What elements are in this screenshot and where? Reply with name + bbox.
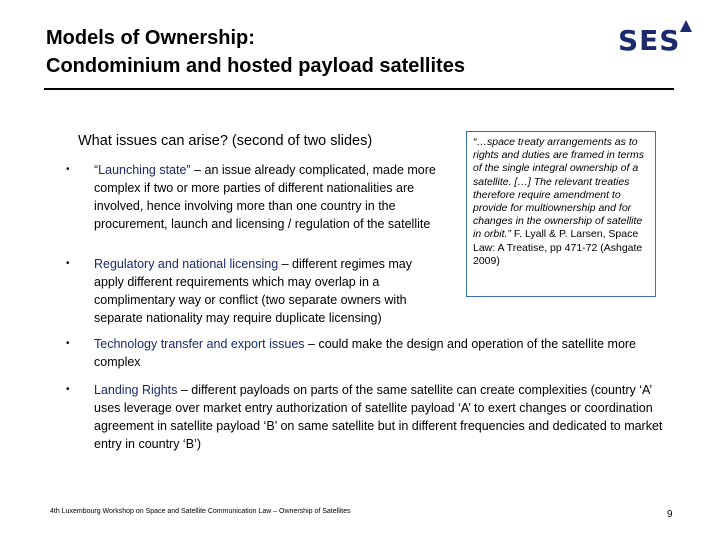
bullet-text: [94, 255, 439, 327]
slide-footer: 4th Luxembourg Workshop on Space and Satellite Communication Law – Ownership of Satellites: [50, 508, 351, 515]
bullet-body: – could make the design and operation of the satellite more complex: [94, 337, 637, 369]
bullet-body: – different payloads on parts of the same satellite can create complexities (country ‘A’ uses leverage over market entry authorization of satellite payload ‘A’ to exert changes or coordination agreement in satellite payload ‘B’ on same satellite but in different frequencies and dedicated to market entry in country ‘B’): [94, 383, 663, 451]
slide-title: [46, 24, 465, 80]
bullet-body: – different regimes may apply different requirements which may overlap in a complimentary way or conflict (two separate owners with separate nationality may require duplicate licensing): [94, 257, 413, 325]
bullet-dot: •: [66, 384, 70, 395]
bullet-highlight: Landing Rights: [94, 383, 178, 397]
bullet-dot: •: [66, 338, 70, 349]
bullet-dot: •: [66, 258, 70, 269]
bullet-dot: •: [66, 164, 70, 175]
bullet-highlight: Regulatory and national licensing: [94, 257, 279, 271]
title-line-1: Models of Ownership:: [46, 27, 255, 49]
bullet-text: [94, 335, 674, 371]
quote-box: [466, 131, 656, 297]
page-number: 9: [667, 509, 673, 520]
bullet-highlight: “Launching state”: [94, 163, 191, 177]
main-question-text: What issues can arise? (second of two slides): [78, 133, 373, 149]
bullet-text: [94, 381, 674, 453]
ses-logo: [618, 20, 694, 60]
title-line-2: Condominium and hosted payload satellites: [46, 55, 465, 77]
main-question: [52, 133, 372, 149]
bullet-body: – an issue already complicated, made more complex if two or more parties of different nationalities are involved, hence involving more than one country in the procurement, launch and licensing / regulation of the satellite: [94, 163, 436, 231]
title-divider: [44, 88, 674, 90]
logo-text: SES: [618, 24, 681, 57]
triangle-icon: [680, 20, 692, 32]
quote-text: “…space treaty arrangements as to rights and duties are framed in terms of the single integral ownership of a satellite. […] The relevant treaties therefore require amendment to provide for multiownership and for changes in the ownership of satellite in orbit.”: [473, 136, 644, 241]
bullet-text: [94, 161, 439, 233]
quote-source: F. Lyall & P. Larsen, Space Law: A Treatise, pp 471-72 (Ashgate 2009): [473, 228, 643, 267]
bullet-highlight: Technology transfer and export issues: [94, 337, 305, 351]
